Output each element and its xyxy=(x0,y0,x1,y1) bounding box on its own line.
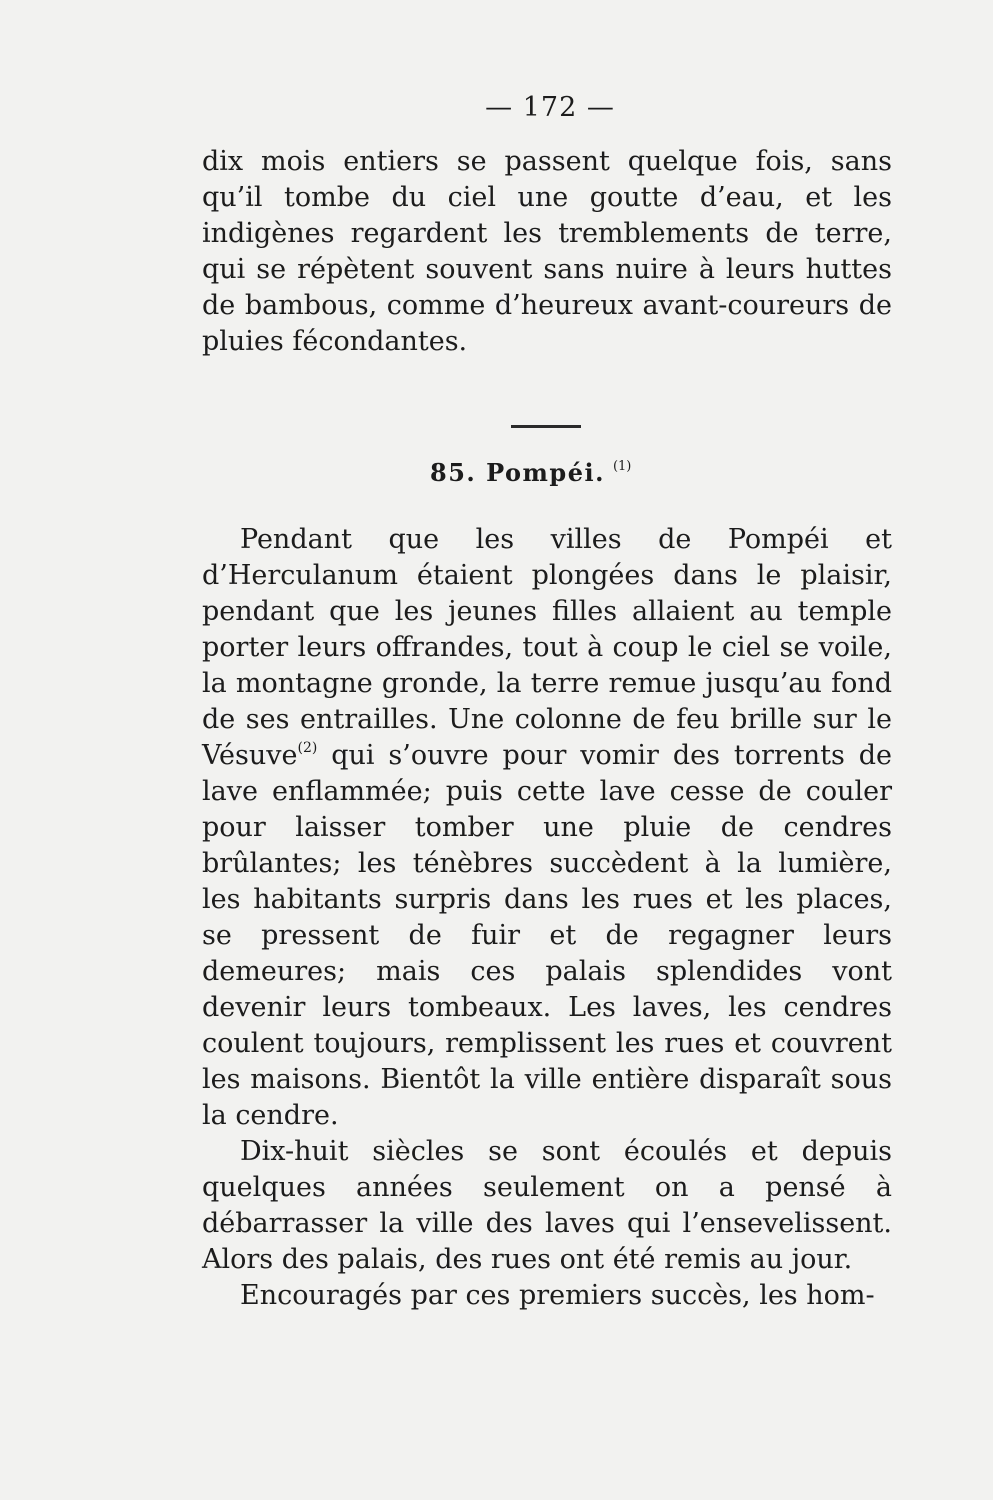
section-title-text: 85. Pompéi. xyxy=(430,458,605,487)
section-body xyxy=(202,522,892,1314)
paragraph-text: dix mois entiers se passent quelque fois, sans qu’il tombe du ciel une goutte d’eau, et les indigènes regardent les tremblements de terre, qui se répètent souvent sans nuire à leurs huttes de bambous, comme d’heureux avant-coureurs de pluies fécondantes. xyxy=(202,146,892,357)
paragraph-text: Pendant que les villes de Pompéi et d’Herculanum étaient plongées dans le plaisir, pendant que les jeunes filles allaient au temple porter leurs offrandes, tout à coup le ciel se voile, la montagne gronde, la terre remue jusqu’au fond de ses entrailles. Une colonne de feu brille sur le Vésuve xyxy=(202,524,892,771)
paragraph: Encouragés par ces premiers succès, les hom- xyxy=(240,1280,875,1311)
paragraph: Dix-huit siècles se sont écoulés et depuis quelques années seulement on a pensé à débarrasser la ville des laves qui l’ensevelissent. Alors des palais, des rues ont été remis au jour. xyxy=(202,1136,892,1275)
page-number: — 172 — xyxy=(485,92,615,123)
footnote-marker: (1) xyxy=(612,459,632,474)
section-divider xyxy=(511,425,581,428)
paragraph xyxy=(202,522,892,1134)
paragraph-text: qui s’ouvre pour vomir des torrents de lave enflammée; puis cette lave cesse de couler pour laisser tomber une pluie de cendres brûlantes; les ténèbres succèdent à la lumière, les habitants surpris dans les rues et les places, se pressent de fuir et de regagner leurs demeures; mais ces palais splendides vont devenir leurs tombeaux. Les laves, les cendres coulent toujours, remplissent les rues et couvrent les maisons. Bientôt la ville entière disparaît sous la cendre. xyxy=(202,740,892,1131)
footnote-marker: (2) xyxy=(297,740,318,756)
section-heading xyxy=(430,458,631,487)
continuation-paragraph xyxy=(202,144,892,360)
